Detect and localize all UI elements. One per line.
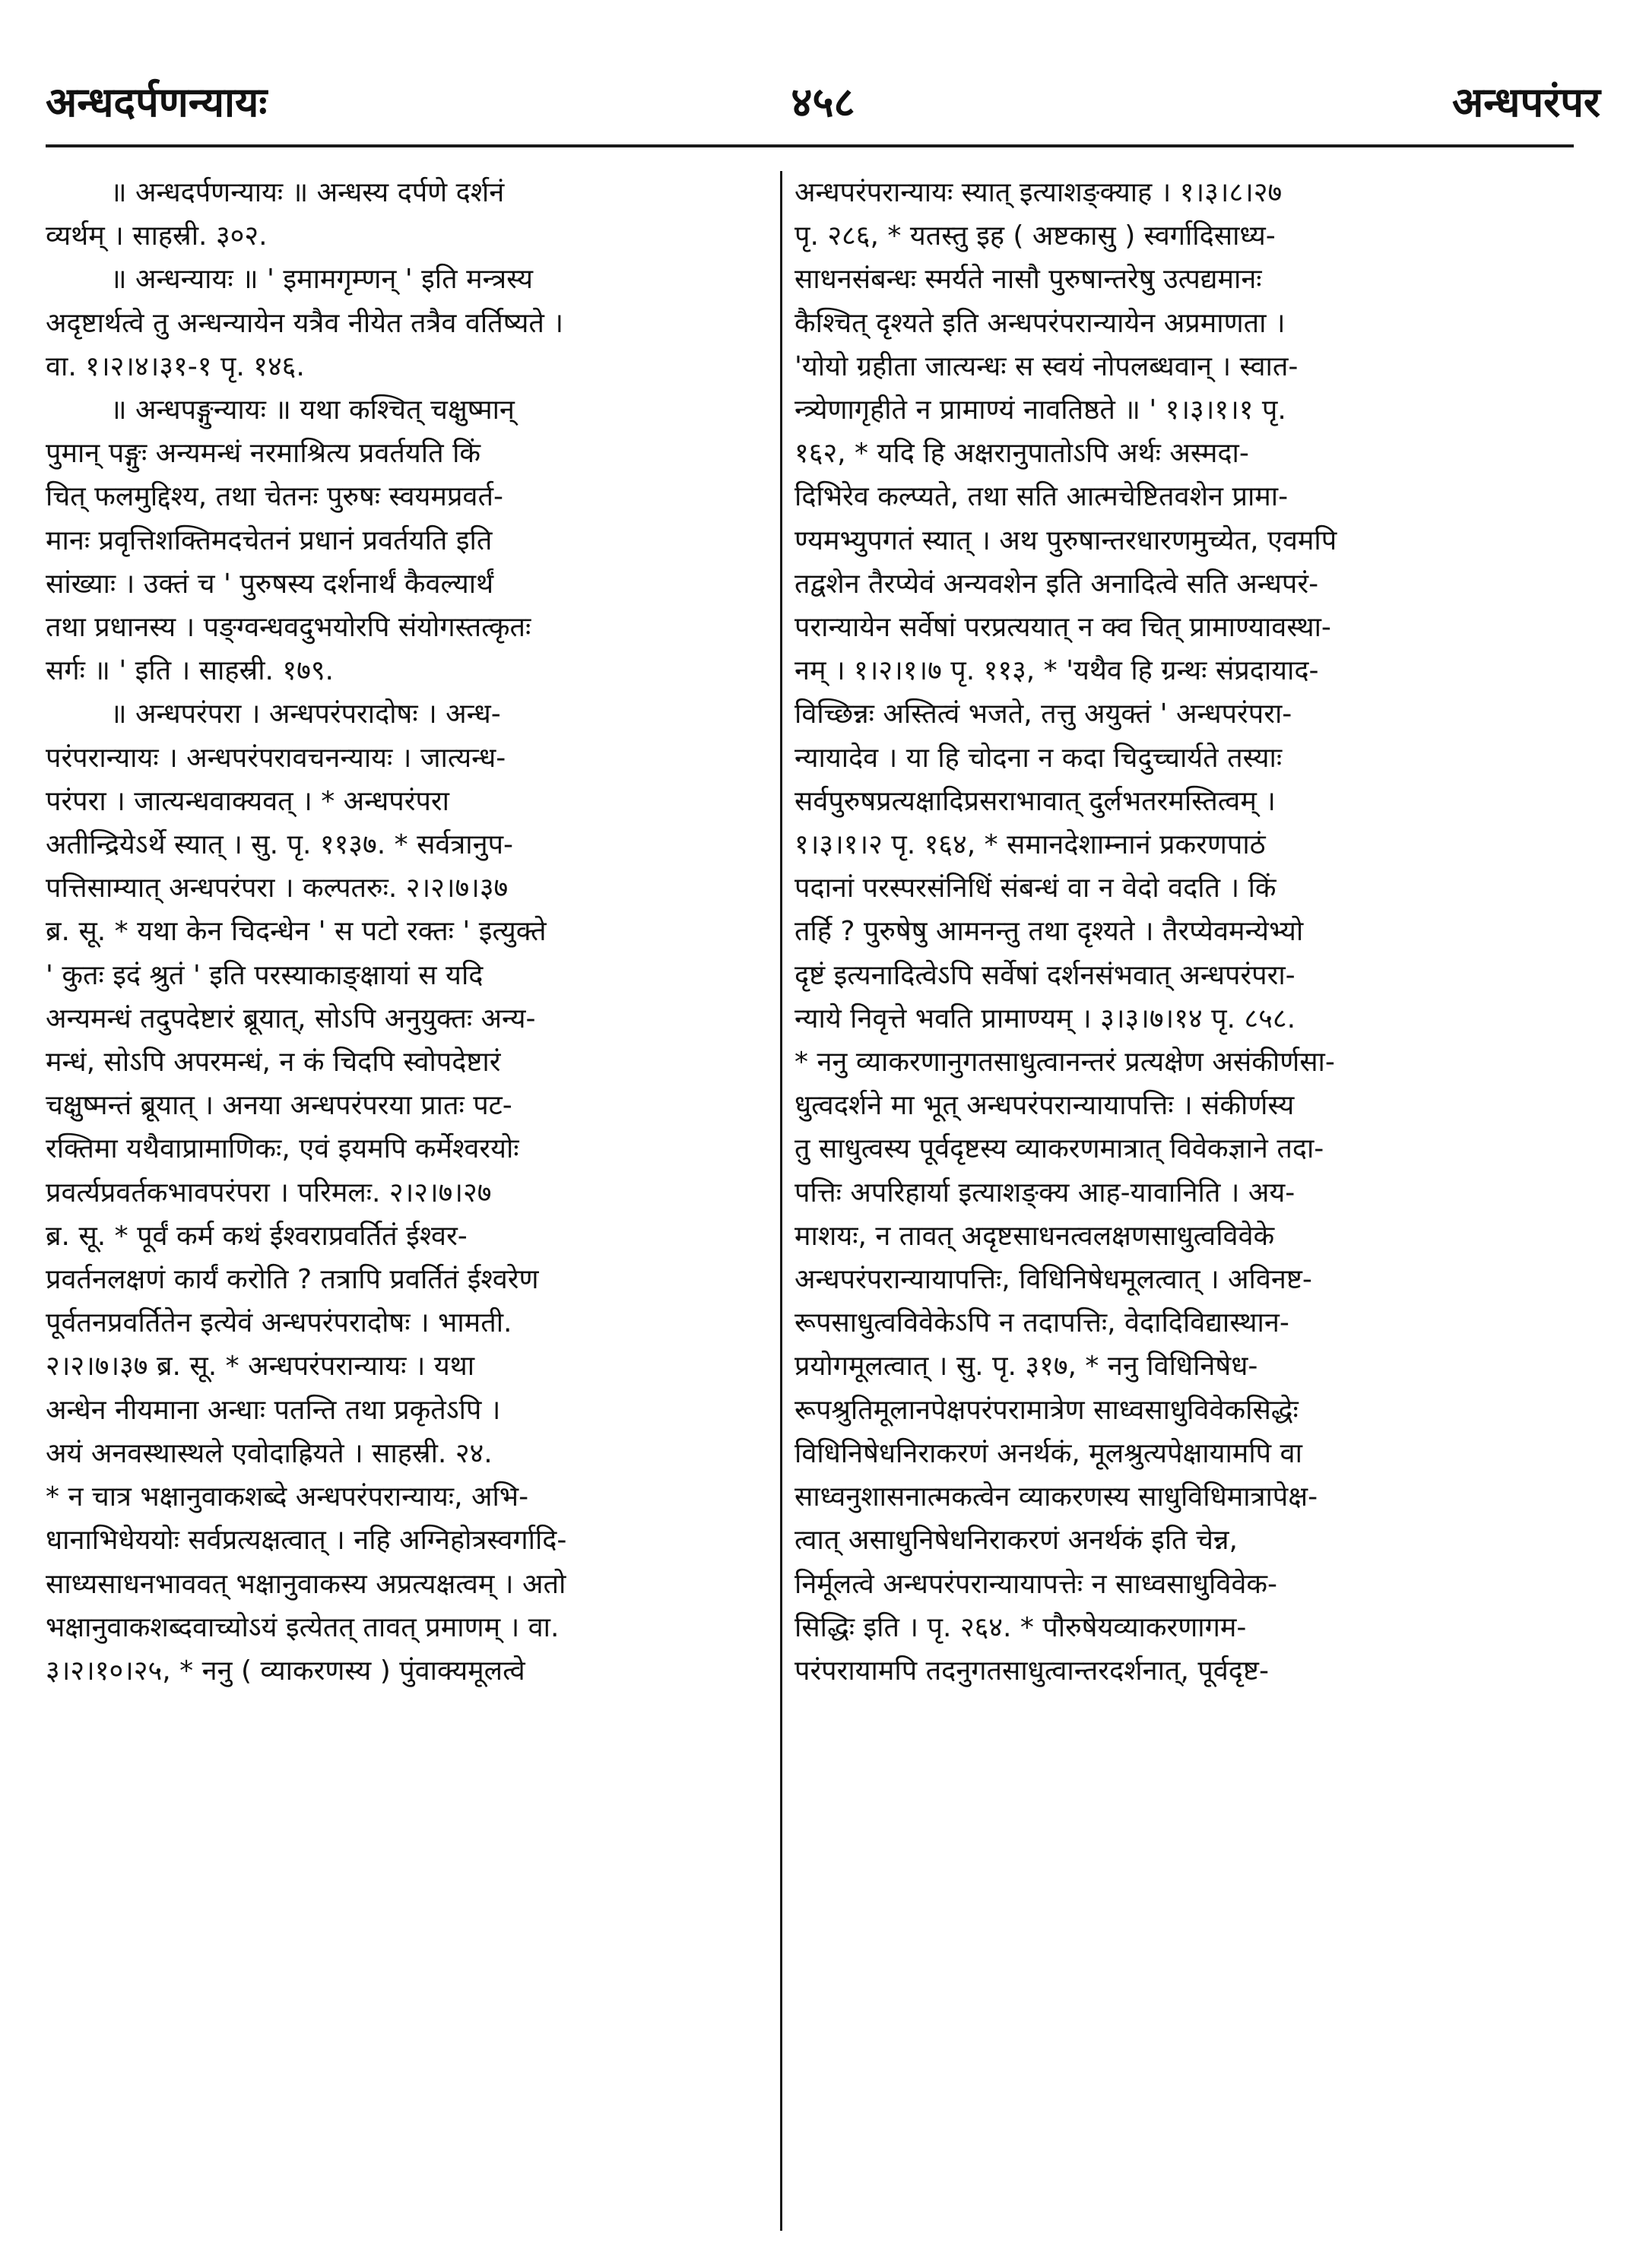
text-line: प्रवर्तनलक्षणं कार्यं करोति ? तत्रापि प्रवर्तितं ईश्वरेण [46, 1264, 539, 1296]
text-line: ब्र. सू. * यथा केन चिदन्धेन ' स पटो रक्तः ' इत्युक्ते [46, 916, 547, 948]
text-line: माशयः, न तावत् अदृष्टसाधनत्वलक्षणसाधुत्वविवेके [794, 1220, 1275, 1252]
text-line: प्रयोगमूलत्वात् । सु. पृ. ३१७, * ननु विधिनिषेध- [794, 1351, 1258, 1383]
text-line: दिभिरेव कल्प्यते, तथा सति आत्मचेष्टितवशेन प्रामा- [794, 481, 1289, 513]
text-line: अन्धपरंपरान्यायापत्तिः, विधिनिषेधमूलत्वात् । अविनष्ट- [794, 1264, 1312, 1296]
text-line: सिद्धिः इति । पृ. २६४. * पौरुषेयव्याकरणागम- [794, 1611, 1247, 1643]
text-line: परंपरायामपि तदनुगतसाधुत्वान्तरदर्शनात्, पूर्वदृष्ट- [794, 1655, 1269, 1687]
text-line: वा. १।२।४।३१-१ पृ. १४६. [46, 350, 305, 382]
text-line: रूपश्रुतिमूलानपेक्षपरंपरामात्रेण साध्वसाधुविवेकसिद्धेः [794, 1394, 1299, 1426]
page-number: ४५८ [791, 78, 855, 126]
text-line: अन्धेन नीयमाना अन्धाः पतन्ति तथा प्रकृतेऽपि । [46, 1394, 501, 1426]
header-left-title: अन्धदर्पणन्यायः [46, 78, 268, 126]
text-line: ' कुतः इदं श्रुतं ' इति परस्याकाङ्क्षायां स यदि [46, 959, 484, 991]
text-line: साध्यसाधनभाववत् भक्षानुवाकस्य अप्रत्यक्षत्वम् । अतो [46, 1568, 566, 1600]
text-line: ॥ अन्धदर्पणन्यायः ॥ अन्धस्य दर्पणे दर्शनं [110, 177, 505, 208]
text-line: विधिनिषेधनिराकरणं अनर्थकं, मूलश्रुत्यपेक्षायामपि वा [794, 1437, 1302, 1469]
text-line: ब्र. सू. * पूर्वं कर्म कथं ईश्वराप्रवर्तितं ईश्वर- [46, 1220, 468, 1252]
right-column [794, 171, 1555, 2238]
text-line: मानः प्रवृत्तिशक्तिमदचेतनं प्रधानं प्रवर्तयति इति [46, 524, 493, 556]
text-line: चक्षुष्मन्तं ब्रूयात् । अनया अन्धपरंपरया प्रातः पट- [46, 1090, 512, 1122]
text-line: प्रवर्त्यप्रवर्तकभावपरंपरा । परिमलः. २।२।७।२७ [46, 1177, 492, 1208]
column-divider [780, 171, 782, 2231]
text-line: सर्वपुरुषप्रत्यक्षादिप्रसराभावात् दुर्लभतरमस्तित्वम् । [794, 785, 1276, 817]
text-line: ण्यमभ्युपगतं स्यात् । अथ पुरुषान्तरधारणमुच्येत, एवमपि [794, 524, 1337, 556]
text-line: न्याये निवृत्ते भवति प्रामाण्यम् । ३।३।७।१४ पृ. ८५८. [794, 1003, 1296, 1034]
text-line: विच्छिन्नः अस्तित्वं भजते, तत्तु अयुक्तं ' अन्धपरंपरा- [794, 698, 1292, 730]
text-line: अयं अनवस्थास्थले एवोदाह्रियते । साहस्री. २४. [46, 1437, 493, 1469]
header-rule [46, 144, 1574, 147]
text-line: त्वात् असाधुनिषेधनिराकरणं अनर्थकं इति चेन्न, [794, 1525, 1238, 1557]
text-line: पदानां परस्परसंनिधिं संबन्धं वा न वेदो वदति । किं [794, 873, 1277, 904]
text-line: २।२।७।३७ ब्र. सू. * अन्धपरंपरान्यायः । यथा [46, 1351, 475, 1383]
text-line: तु साधुत्वस्य पूर्वदृष्टस्य व्याकरणमात्रात् विवेकज्ञाने तदा- [794, 1133, 1324, 1165]
text-line: व्यर्थम् । साहस्री. ३०२. [46, 220, 268, 252]
text-line: १।३।१।२ पृ. १६४, * समानदेशाम्नानं प्रकरणपाठं [794, 829, 1266, 861]
text-line: पुमान् पङ्गुः अन्यमन्धं नरमाश्रित्य प्रवर्तयति किं [46, 438, 481, 470]
text-line: धुत्वदर्शने मा भूत् अन्धपरंपरान्यायापत्तिः । संकीर्णस्य [794, 1090, 1295, 1122]
text-line: रक्तिमा यथैवाप्रामाणिकः, एवं इयमपि कर्मेश्वरयोः [46, 1133, 519, 1165]
text-line: साध्वनुशासनात्मकत्वेन व्याकरणस्य साधुविधिमात्रापेक्ष- [794, 1481, 1318, 1513]
text-line: अदृष्टार्थत्वे तु अन्धन्यायेन यत्रैव नीयेत तत्रैव वर्तिष्यते । [46, 307, 564, 339]
text-line: अतीन्द्रियेऽर्थे स्यात् । सु. पृ. ११३७. * सर्वत्रानुप- [46, 829, 514, 861]
text-line: दृष्टं इत्यनादित्वेऽपि सर्वेषां दर्शनसंभवात् अन्धपरंपरा- [794, 959, 1296, 991]
text-line: पत्तिसाम्यात् अन्धपरंपरा । कल्पतरुः. २।२।७।३७ [46, 873, 509, 904]
text-line: रूपसाधुत्वविवेकेऽपि न तदापत्तिः, वेदादिविद्यास्थान- [794, 1307, 1289, 1339]
text-line: * न चात्र भक्षानुवाकशब्दे अन्धपरंपरान्यायः, अभि- [46, 1481, 529, 1513]
text-line: ॥ अन्धन्यायः ॥ ' इमामगृम्णन् ' इति मन्त्रस्य [110, 264, 534, 296]
text-line: अन्धपरंपरान्यायः स्यात् इत्याशङ्क्याह । १।३।८।२७ [794, 177, 1283, 208]
text-line: परंपरान्यायः । अन्धपरंपरावचनन्यायः । जात्यन्ध- [46, 742, 506, 774]
text-line: परंपरा । जात्यन्धवाक्यवत् । * अन्धपरंपरा [46, 785, 449, 817]
text-line: १६२, * यदि हि अक्षरानुपातोऽपि अर्थः अस्मदा- [794, 438, 1249, 470]
text-line: साधनसंबन्धः स्मर्यते नासौ पुरुषान्तरेषु उत्पद्यमानः [794, 264, 1262, 296]
text-line: पूर्वतनप्रवर्तितेन इत्येवं अन्धपरंपरादोषः । भामती. [46, 1307, 512, 1339]
text-line: परान्यायेन सर्वेषां परप्रत्ययात् न क्व चित् प्रामाण्यावस्था- [794, 612, 1331, 644]
text-line: मन्धं, सोऽपि अपरमन्धं, न कं चिदपि स्वोपदेष्टारं [46, 1047, 501, 1079]
text-line: तद्वशेन तैरप्येवं अन्यवशेन इति अनादित्वे सति अन्धपरं- [794, 568, 1319, 600]
text-line: पृ. २८६, * यतस्तु इह ( अष्टकासु ) स्वर्गादिसाध्य- [794, 220, 1276, 252]
text-line: चित् फलमुद्दिश्य, तथा चेतनः पुरुषः स्वयमप्रवर्त- [46, 481, 503, 513]
text-line: तर्हि ? पुरुषेषु आमनन्तु तथा दृश्यते । तैरप्येवमन्येभ्यो [794, 916, 1304, 948]
text-line: पत्तिः अपरिहार्या इत्याशङ्क्य आह-यावानिति । अय- [794, 1177, 1296, 1208]
text-line: 'योयो ग्रहीता जात्यन्धः स स्वयं नोपलब्धवान् । स्वात- [794, 350, 1299, 382]
text-line: भक्षानुवाकशब्दवाच्योऽयं इत्येतत् तावत् प्रमाणम् । वा. [46, 1611, 560, 1643]
text-line: धानाभिधेययोः सर्वप्रत्यक्षत्वात् । नहि अग्निहोत्रस्वर्गादि- [46, 1525, 567, 1557]
text-line: सांख्याः । उक्तं च ' पुरुषस्य दर्शनार्थं कैवल्यार्थं [46, 568, 494, 600]
page-header [46, 72, 1600, 141]
header-right-title: अन्धपरंपर [1452, 78, 1600, 126]
text-line: नम् । १।२।१।७ पृ. ११३, * 'यथैव हि ग्रन्थः संप्रदायाद- [794, 655, 1319, 687]
text-line: न्यायादेव । या हि चोदना न कदा चिदुच्चार्यते तस्याः [794, 742, 1283, 774]
text-line: ॥ अन्धपरंपरा । अन्धपरंपरादोषः । अन्ध- [110, 698, 501, 730]
text-line: न्त्र्येणागृहीते न प्रामाण्यं नावतिष्ठते ॥ ' १।३।१।१ पृ. [794, 394, 1286, 426]
text-line: ३।२।१०।२५, * ननु ( व्याकरणस्य ) पुंवाक्यमूलत्वे [46, 1655, 525, 1687]
text-line: * ननु व्याकरणानुगतसाधुत्वानन्तरं प्रत्यक्षेण असंकीर्णसा- [794, 1047, 1335, 1079]
text-line: निर्मूलत्वे अन्धपरंपरान्यायापत्तेः न साध्वसाधुविवेक- [794, 1568, 1278, 1600]
text-line: कैश्चित् दृश्यते इति अन्धपरंपरान्यायेन अप्रमाणता । [794, 307, 1286, 339]
text-line: सर्गः ॥ ' इति । साहस्री. १७९. [46, 655, 335, 687]
left-column [46, 171, 768, 2238]
text-line: तथा प्रधानस्य । पङ्ग्वन्धवदुभयोरपि संयोगस्तत्कृतः [46, 612, 531, 644]
text-line: अन्यमन्धं तदुपदेष्टारं ब्रूयात्, सोऽपि अनुयुक्तः अन्य- [46, 1003, 536, 1034]
text-line: ॥ अन्धपङ्गुन्यायः ॥ यथा कश्चित् चक्षुष्मान् [110, 394, 515, 426]
